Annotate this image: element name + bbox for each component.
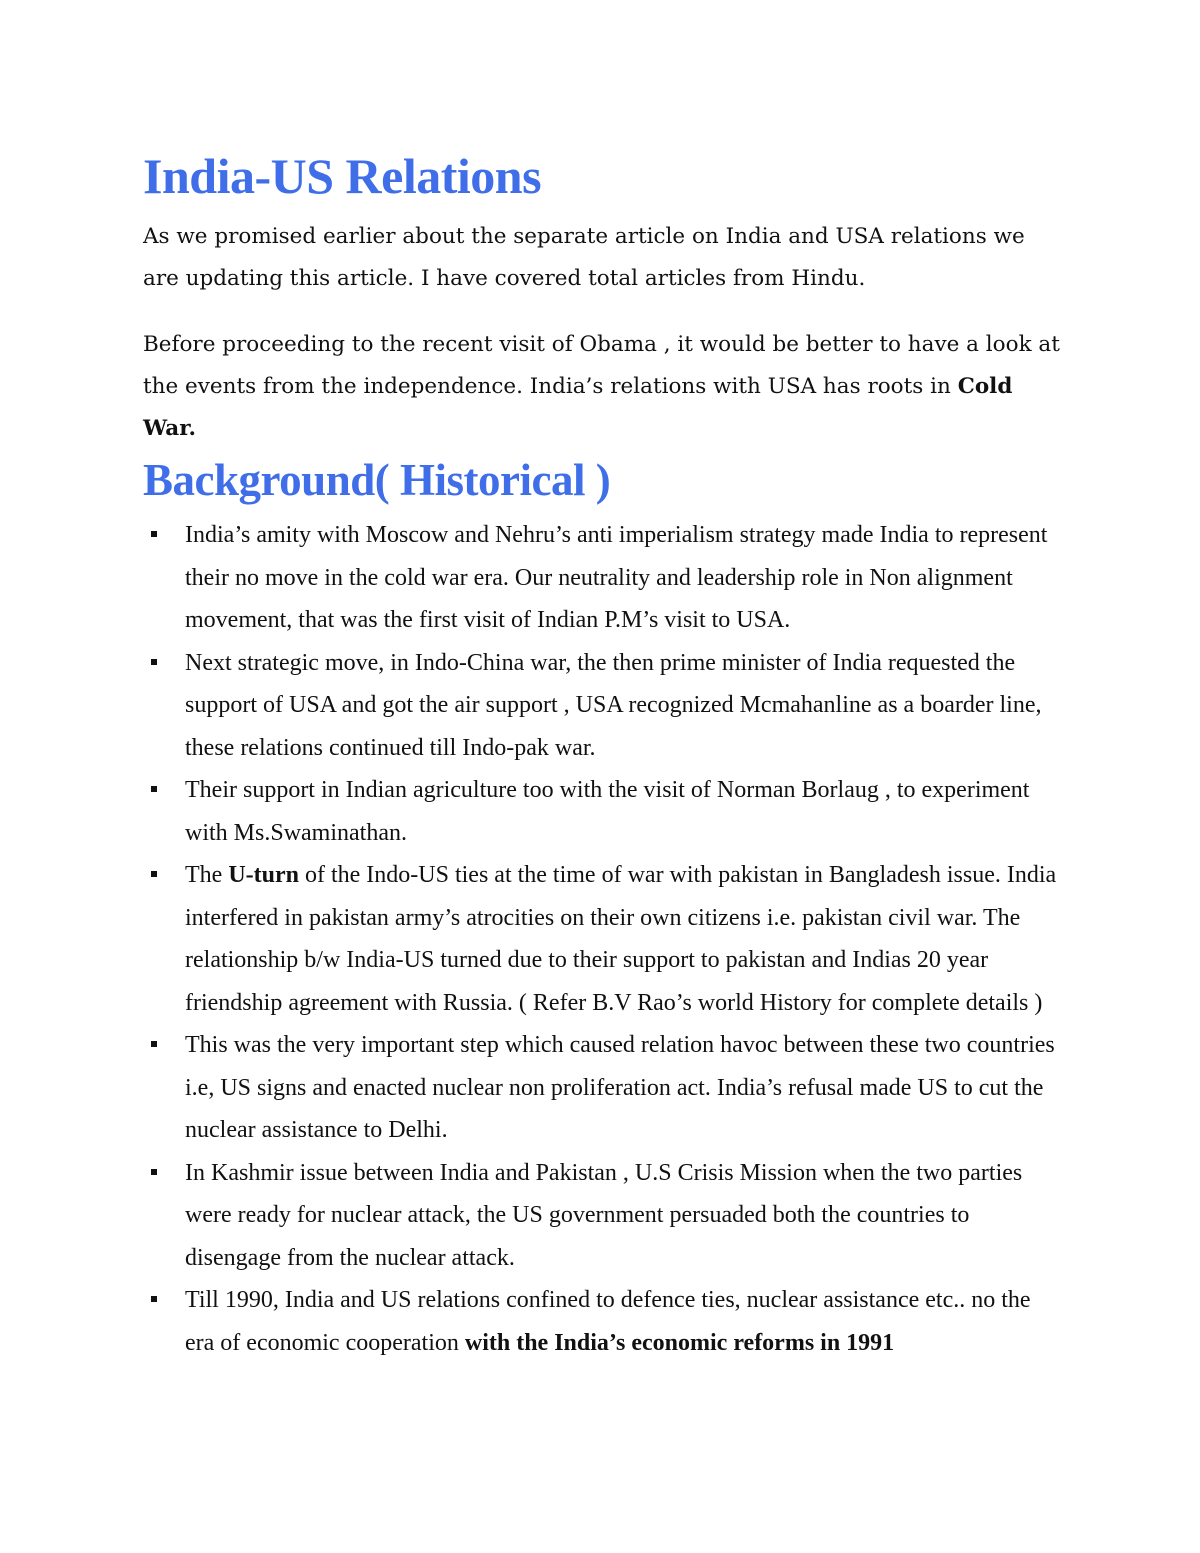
square-bullet-icon [151,1041,157,1047]
list-item-bold: with the India’s economic reforms in 1991 [464,1329,895,1356]
intro-paragraph-1: As we promised earlier about the separate article on India and USA relations we are updating this article. I have covered total articles from Hindu. [143,224,1025,291]
list-item-text: Next strategic move, in Indo-China war, the then prime minister of India requested the support of USA and got the air support , USA recognized Mcmahanline as a boarder line, these relations continued till Indo-pak war. [185,649,1042,761]
list-item-text: Their support in Indian agriculture too with the visit of Norman Borlaug , to experiment with Ms.Swaminathan. [185,777,1030,846]
list-item-text: India’s amity with Moscow and Nehru’s anti imperialism strategy made India to represent their no move in the cold war era. Our neutrality and leadership role in Non alignment movement, that was the first visit of Indian P.M’s visit to USA. [185,522,1048,633]
list-item [143,1279,1063,1364]
list-item-text: The [185,862,229,888]
bullet-list [143,514,1063,1364]
list-item [143,1152,1063,1280]
list-item [143,514,1063,642]
square-bullet-icon [151,786,157,792]
list-item [143,854,1063,1024]
square-bullet-icon [151,1169,157,1175]
square-bullet-icon [151,871,157,877]
list-item-text: Till 1990, India and US relations confined to defence ties, nuclear assistance etc.. no the era of economic cooperation [185,1287,1031,1356]
list-item [143,769,1063,854]
square-bullet-icon [151,659,157,665]
document-content [143,146,1063,1364]
list-item [143,642,1063,770]
intro-paragraph-2-bold: Cold War. [143,374,1013,441]
intro-paragraph-2 [143,324,1063,450]
square-bullet-icon [151,531,157,537]
page-title: India-US Relations [143,148,542,204]
list-item [143,1024,1063,1152]
list-item-text: In Kashmir issue between India and Pakistan , U.S Crisis Mission when the two parties were ready for nuclear attack, the US government persuaded both the countries to disengage from the nuclear attack. [185,1159,1023,1271]
list-item-text: of the Indo-US ties at the time of war with pakistan in Bangladesh issue. India interfered in pakistan army’s atrocities on their own citizens i.e. pakistan civil war. The relationship b/w India-US turned due to their support to pakistan and Indias 20 year friendship agreement with Russia. ( Refer B.V Rao’s world History for complete details ) [185,862,1057,1016]
list-item-bold: U-turn [228,862,299,888]
list-item-text: This was the very important step which caused relation havoc between these two countries i.e, US signs and enacted nuclear non proliferation act. India’s refusal made US to cut the nuclear assistance to Delhi. [185,1032,1055,1143]
intro-paragraph-2-text: Before proceeding to the recent visit of Obama , it would be better to have a look at the events from the independence. India’s relations with USA has roots in [143,332,1060,399]
square-bullet-icon [151,1296,157,1302]
section-heading: Background( Historical ) [143,455,611,505]
